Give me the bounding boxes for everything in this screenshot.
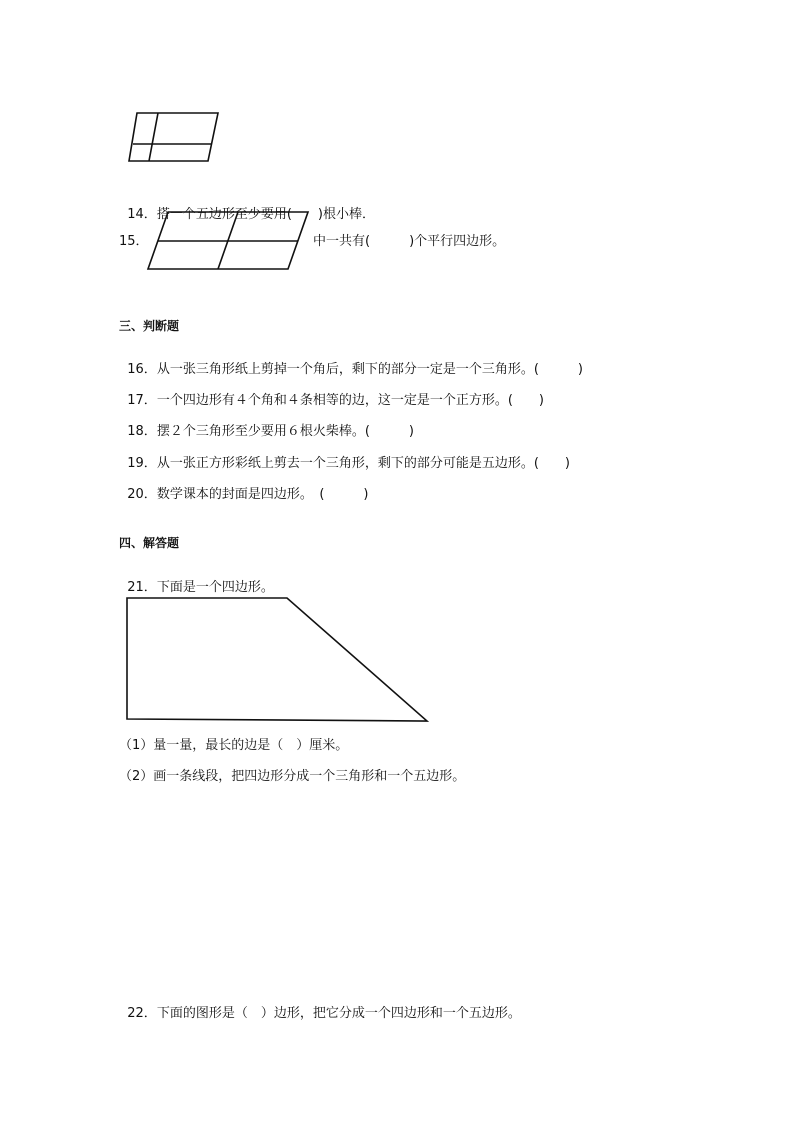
question-21-part-2: （2）画一条线段，把四边形分成一个三角形和一个五边形。 bbox=[119, 769, 466, 784]
question-17-number: 17． bbox=[127, 393, 157, 408]
question-15-number: 15． bbox=[119, 234, 149, 249]
question-21-text: 下面是一个四边形。 bbox=[156, 580, 274, 595]
question-17-text: 一个四边形有４个角和４条相等的边，这一定是一个正方形。( ) bbox=[156, 393, 544, 408]
question-21-number: 21． bbox=[127, 580, 157, 595]
question-19-number: 19． bbox=[127, 456, 157, 471]
question-22 bbox=[119, 987, 521, 1023]
parallelogram-outline bbox=[129, 113, 218, 161]
quadrilateral-figure-q21 bbox=[122, 592, 442, 727]
parallelogram-figure-top bbox=[125, 110, 225, 170]
question-19-text: 从一张正方形彩纸上剪去一个三角形，剩下的部分可能是五边形。( ) bbox=[156, 456, 570, 471]
section-3-heading: 三、判断题 bbox=[119, 319, 180, 333]
question-21-part-1: （1）量一量，最长的边是（ ）厘米。 bbox=[119, 738, 349, 753]
question-18 bbox=[119, 405, 414, 441]
question-20 bbox=[119, 468, 368, 504]
question-18-number: 18． bbox=[127, 424, 157, 439]
question-18-text: 摆２个三角形至少要用６根火柴棒。( ) bbox=[156, 424, 414, 439]
section-4-heading: 四、解答题 bbox=[119, 536, 180, 550]
question-22-number: 22． bbox=[127, 1006, 157, 1021]
question-15-text: 中一共有( )个平行四边形。 bbox=[313, 234, 506, 249]
question-16-number: 16． bbox=[127, 362, 157, 377]
vertical-divider bbox=[149, 113, 158, 161]
question-20-text: 数学课本的封面是四边形。 ( ) bbox=[156, 487, 369, 502]
question-14-number: 14． bbox=[127, 207, 157, 222]
parallelogram-figure-q15 bbox=[146, 208, 311, 273]
trapezoid-outline bbox=[127, 598, 427, 721]
question-14-text: 搭一个五边形至少要用( )根小棒． bbox=[156, 207, 375, 222]
question-20-number: 20． bbox=[127, 487, 157, 502]
question-16-text: 从一张三角形纸上剪掉一个角后，剩下的部分一定是一个三角形。( ) bbox=[156, 362, 583, 377]
question-22-text: 下面的图形是（ ）边形，把它分成一个四边形和一个五边形。 bbox=[156, 1006, 521, 1021]
